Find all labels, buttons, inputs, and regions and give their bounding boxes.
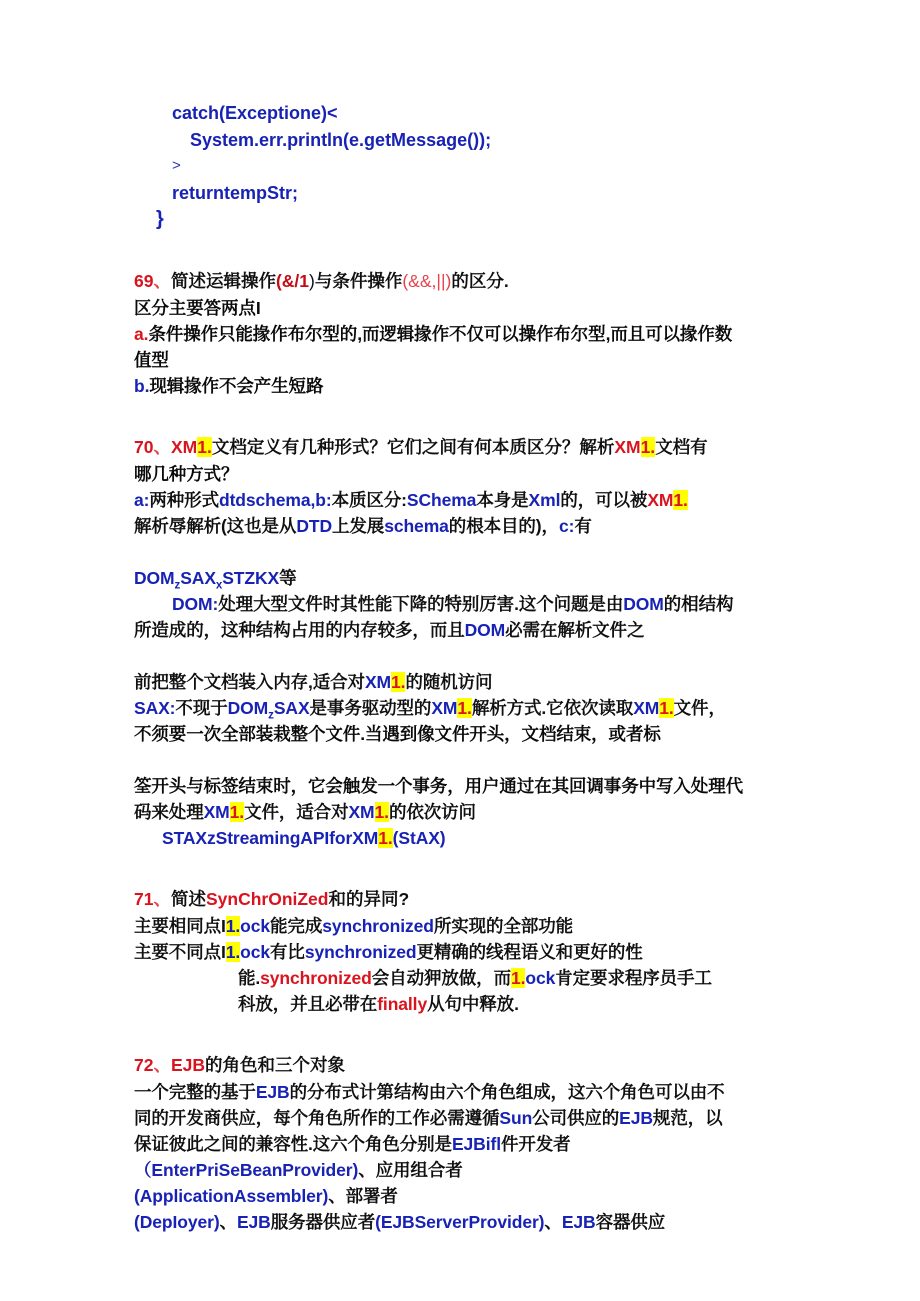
q70-sax-2: 是事务驱动型的: [309, 697, 432, 718]
q72-p3-1: 保证彼此之间的兼容性.这六个角色分别是: [134, 1133, 452, 1154]
q72-deployer: (DepIoyer): [134, 1211, 220, 1232]
q71-finally-kw: finally: [377, 993, 428, 1014]
q70-title-a: 文档定义有几种形式？它们之间有何本质区分？解析: [211, 436, 615, 457]
q71-same-hl: 1.: [225, 915, 241, 936]
q70-a2-t1: 解析辱解析(这也是从: [134, 515, 297, 536]
q70-xml-2-hl: 1.: [640, 436, 656, 457]
q70-sax-lead: SAX:: [134, 697, 176, 718]
q70-parsers-list: [134, 565, 794, 591]
q72-app-assembler: (ApplicationAssembler): [134, 1185, 329, 1206]
q71-title-1: 简述: [170, 888, 206, 909]
q71-diff-1: 主要不同点: [134, 941, 221, 962]
q69-marker-a: a.: [134, 323, 149, 344]
document-body: [134, 100, 794, 1235]
q70-sax-xml-1-hl: 1.: [457, 697, 472, 718]
q70-a2-c-lead: c:: [558, 515, 575, 536]
q70-cb-4: 的依次访问: [388, 801, 476, 822]
q72-sep: 、: [153, 1054, 171, 1075]
q69-point-b-text: 现辑掾作不会产生短路: [149, 375, 324, 396]
q72-p2-3: 规范，以: [652, 1107, 723, 1128]
q70-a2-dtd: DTD: [296, 515, 332, 536]
code-line-end-brace: }: [156, 208, 164, 230]
q69-point-a-text: 条件操作只能掾作布尔型的,而逻辑掾作不仅可以操作布尔型,而且可以掾作数: [148, 323, 733, 344]
q71-sep: 、: [153, 888, 171, 909]
question-69: [134, 267, 794, 399]
q70-dom-desc-cont: [134, 617, 794, 643]
q70-dom-label: DOM: [134, 567, 175, 588]
q70-sax-4: 文件，: [673, 697, 726, 718]
code-line-brace-close: >: [172, 157, 181, 174]
q70-mem-1: 前把整个文档装入内存,适合对: [134, 671, 365, 692]
q70-xml-1: XM: [170, 436, 198, 457]
q69-title-c: 的区分.: [451, 270, 509, 291]
q72-p4-2: 、应用组合者: [358, 1159, 463, 1180]
q70-sax-dom: DOM: [227, 697, 269, 718]
q70-answer-a: [134, 487, 794, 513]
q70-a2-t2: 上发展: [332, 515, 385, 536]
q70-cb-xml-2: XM: [348, 801, 375, 822]
q70-cb-xml-1: XM: [203, 801, 230, 822]
q71-diff-6: 肯定要求程序员手工: [555, 967, 712, 988]
q70-dom-desc-b1: DOM: [623, 593, 664, 614]
q72-p2-1: 同的开发商供应，每个角色所作的工作必需遵循: [134, 1107, 500, 1128]
q70-mem-xml-hl: 1.: [391, 671, 406, 692]
q72-server-provider: (EJBServerProvider): [375, 1211, 545, 1232]
q70-a2-t3: 的根本目的): [448, 515, 542, 536]
q70-cb-2: 码来处理: [134, 801, 204, 822]
q69-lead-tail: I: [255, 297, 261, 318]
q71-same-1: 主要相同点: [134, 915, 221, 936]
q72-ejb-kw: EJB: [170, 1054, 206, 1075]
q71-diff-ock-2: ock: [525, 967, 556, 988]
q70-sax-dom-sub: z: [268, 709, 274, 721]
q71-diff-line: [134, 939, 794, 965]
q71-diff-I: I: [221, 941, 226, 962]
q72-p6-4: 容器供应: [595, 1211, 666, 1232]
q71-same-line: [134, 913, 794, 939]
q72-sun-kw: Sun: [499, 1107, 533, 1128]
q72-p1-ejb: EJB: [255, 1081, 290, 1102]
q70-a2-t5: 有: [574, 515, 592, 536]
q71-number: 71: [134, 888, 154, 909]
spacer: [134, 747, 794, 773]
q70-mem-xml: XM: [364, 671, 392, 692]
q70-a-t1: 两种形式: [149, 489, 219, 510]
spacer: [134, 539, 794, 565]
q72-p2-ejb: EJB: [619, 1107, 653, 1128]
q70-callback-1: 筌开头与标签结束时，它会触发一个事务，用户通过在其回调事务中写入处理代: [134, 775, 743, 796]
question-72: [134, 1051, 794, 1235]
q70-xml-1-hl: 1.: [197, 436, 212, 457]
q69-marker-b: b.: [134, 375, 150, 396]
q70-title-b: 文档有: [655, 436, 708, 457]
spacer: [134, 233, 794, 267]
q69-title-b: 与条件操作: [314, 270, 403, 291]
q69-point-b: [134, 373, 794, 399]
q70-dom-desc: [134, 591, 794, 617]
q71-diff-7: 科放，并且必带在: [238, 993, 378, 1014]
q71-synchronized-kw: SynChrOniZed: [205, 888, 329, 909]
q72-p4-1: （: [134, 1159, 152, 1180]
q70-callback-2: [134, 799, 794, 825]
q71-diff-hl-2: 1.: [510, 967, 526, 988]
q72-p6-ejb: EJB: [236, 1211, 271, 1232]
q70-a-t2: 本质区分:: [331, 489, 407, 510]
q72-role-1: [134, 1157, 794, 1183]
q72-bean-provider: EnterPriSeBeanProvider): [151, 1159, 359, 1180]
q71-diff-5: 会自动狎放做，而: [371, 967, 511, 988]
q70-etc: 等: [279, 567, 297, 588]
q72-p3: [134, 1131, 794, 1157]
q69-point-a: [134, 321, 794, 347]
q72-p1: [134, 1079, 794, 1105]
q69-sep: 、: [153, 270, 171, 291]
q69-ops-conditional: (&&,||): [402, 270, 452, 291]
q70-mem-2: 的随机访问: [405, 671, 493, 692]
q69-lead-text: 区分主要答两点: [134, 297, 256, 318]
q71-diff-sync: synchronized: [304, 941, 417, 962]
q72-p6-2: 服务器供应者: [270, 1211, 376, 1232]
q70-dom-desc-1: 处理大型文件时其性能下降的特别厉害.这个问题是由: [218, 593, 624, 614]
q70-dom-desc-b2: DOM: [464, 619, 506, 640]
q70-cb-xml-2-hl: 1.: [374, 801, 389, 822]
code-line-return: returntempStr;: [172, 182, 299, 203]
q71-diff-4: 能.: [238, 967, 261, 988]
q70-sax-3: 解析方式.它依次读取: [471, 697, 634, 718]
q70-cb-xml-1-hl: 1.: [229, 801, 245, 822]
q72-p2-2: 公司供应的: [532, 1107, 620, 1128]
q71-title: [134, 885, 794, 913]
q72-p3-ejb: EJBifl: [451, 1133, 501, 1154]
q70-a-dtdschema: dtdschema,b:: [218, 489, 332, 510]
q71-diff-cont-2: [134, 991, 794, 1017]
q70-a-t3: 本身是: [476, 489, 529, 510]
q70-answer-a-cont: [134, 513, 794, 539]
q72-role-3: [134, 1209, 794, 1235]
q70-stax-label: STZKX: [222, 567, 280, 588]
q71-diff-3: 更精确的线程语义和更好的性: [416, 941, 643, 962]
q70-stax-1: STAXzStreamingAPIforXM: [162, 827, 379, 848]
q71-same-2: 能完成: [270, 915, 323, 936]
q71-same-ock: ock: [240, 915, 271, 936]
spacer: [134, 1017, 794, 1051]
q70-dom-desc-4: 必需在解析文件之: [505, 619, 645, 640]
q69-title-a: 简述运辑操作: [170, 270, 276, 291]
spacer: [134, 643, 794, 669]
q71-diff-ock: ock: [240, 941, 271, 962]
q70-sax-desc: [134, 695, 794, 721]
q69-number: 69: [134, 270, 154, 291]
q70-a-xml-3: XM: [647, 489, 674, 510]
q70-stax-2: (StAX): [392, 827, 446, 848]
q70-sax-xml-1: XM: [431, 697, 458, 718]
q70-sax-sax: SAX: [273, 697, 310, 718]
q69-title: [134, 267, 794, 295]
question-70: [134, 433, 794, 851]
q71-diff-sync-2: synchronized: [260, 967, 372, 988]
q72-p1-2: 的分布式计第结构由六个角色组成，这六个角色可以由不: [289, 1081, 725, 1102]
q70-title: [134, 433, 794, 461]
q70-sax-desc-cont: 不须要一次全部装栽整个文件.当遇到像文件开头，文档结束，或者标: [134, 723, 661, 744]
q72-p6-ejb-2: EJB: [561, 1211, 596, 1232]
code-line-println: System.err.println(e.getMessage());: [190, 129, 492, 150]
q72-role-2: [134, 1183, 794, 1209]
q70-cb-3: 文件，适合对: [244, 801, 349, 822]
spacer: [134, 851, 794, 885]
q72-number: 72: [134, 1054, 154, 1075]
q70-memory-line: [134, 669, 794, 695]
q71-same-sync: synchronized: [322, 915, 434, 936]
q70-a2-schema: schema: [384, 515, 449, 536]
q70-sax-label: SAX: [180, 567, 216, 588]
q72-p6-1: 、: [219, 1211, 237, 1232]
q70-dom-desc-2: 的相结构: [663, 593, 734, 614]
q72-p1-1: 一个完整的基于: [134, 1081, 256, 1102]
q69-lead: [134, 295, 794, 321]
q70-number: 70: [134, 436, 154, 457]
q72-p5-2: 、部署者: [328, 1185, 398, 1206]
q70-title-cont: 哪几种方式？: [134, 463, 239, 484]
q70-sax-xml-2-hl: 1.: [659, 697, 674, 718]
q70-a-xml-word: Xml: [528, 489, 561, 510]
code-block: [134, 100, 794, 233]
code-line-catch: catch(Exceptione)<: [172, 103, 338, 123]
q70-a-xml-3-hl: 1.: [673, 489, 688, 510]
q70-dom-desc-lead: DOM:: [172, 593, 219, 614]
q70-a-lead: a:: [134, 489, 150, 510]
q71-diff-2: 有比: [270, 941, 305, 962]
q71-diff-8: 从句中释放.: [427, 993, 519, 1014]
q70-a-t4: 的，可以被: [560, 489, 648, 510]
q69-point-a-cont: 值型: [134, 349, 169, 370]
q72-title: [134, 1051, 794, 1079]
q71-diff-hl: 1.: [225, 941, 241, 962]
q71-title-2: 和的异同?: [328, 888, 410, 909]
q70-stax-line: [134, 825, 794, 851]
spacer: [134, 399, 794, 433]
q71-same-3: 所实现的全部功能: [433, 915, 574, 936]
q71-same-I: I: [221, 915, 226, 936]
q70-dom-desc-3: 所造成的，这种结构占用的内存较多，而且: [134, 619, 465, 640]
q72-p2: [134, 1105, 794, 1131]
q70-sep: 、: [153, 436, 171, 457]
q70-dom-sub-z: z: [174, 579, 181, 591]
q70-sax-sub-x: x: [215, 579, 223, 591]
q71-diff-cont-1: [134, 965, 794, 991]
q70-xml-2: XM: [614, 436, 641, 457]
q72-p6-3: 、: [544, 1211, 562, 1232]
q70-a-schema: SChema: [406, 489, 477, 510]
q70-sax-xml-2: XM: [633, 697, 660, 718]
q72-p3-2: 件开发者: [500, 1133, 571, 1154]
question-71: [134, 885, 794, 1017]
q70-a2-t4: ，: [541, 515, 559, 536]
q72-title-1: 的角色和三个对象: [205, 1054, 346, 1075]
q70-sax-1: 不现于: [175, 697, 228, 718]
q69-title-paren: ): [309, 270, 315, 291]
q70-stax-hl: 1.: [378, 827, 393, 848]
q69-ops-logical: (&/1: [275, 270, 310, 291]
